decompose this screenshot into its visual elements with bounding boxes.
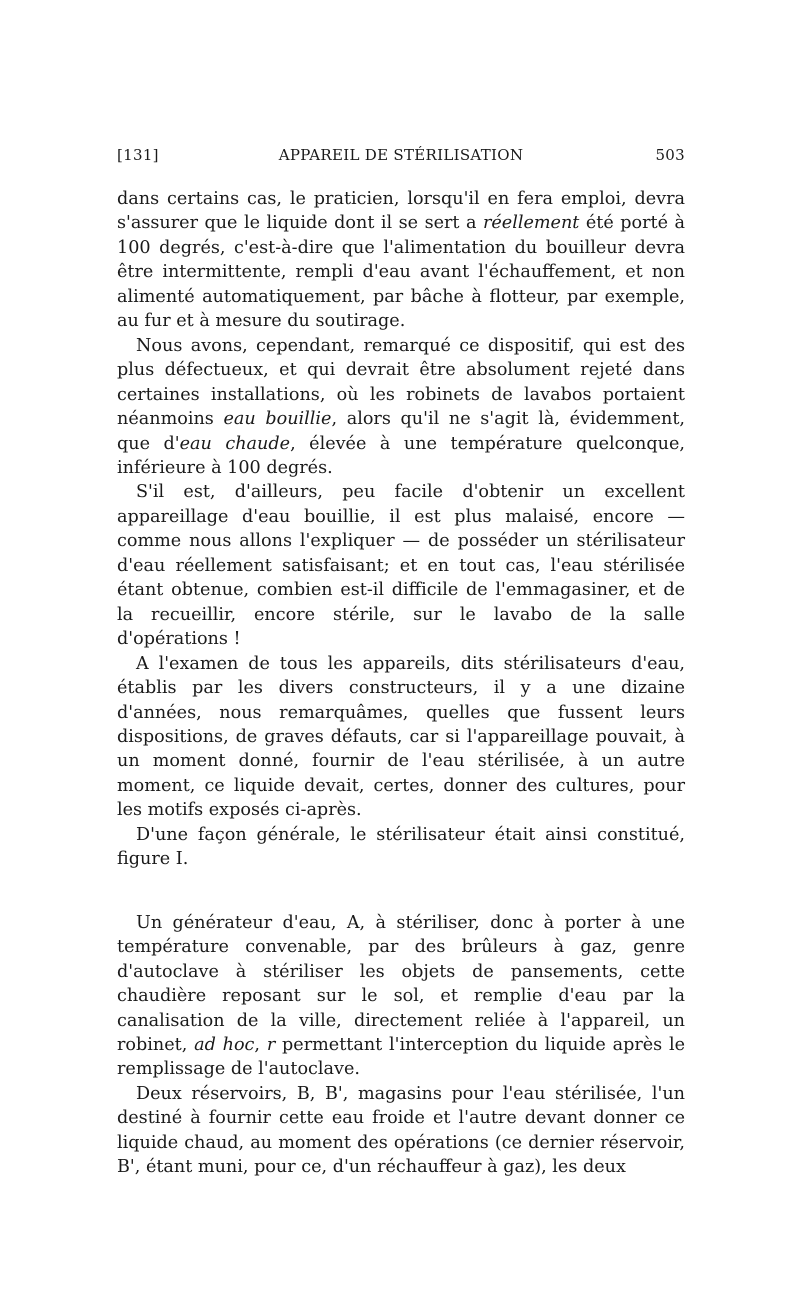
paragraph-1-text-a: dans certains cas, le praticien, lorsqu'il en fera emploi, devra s'assurer que le liquide dont il se sert a xyxy=(117,189,685,234)
body-text xyxy=(117,187,685,1180)
paragraph-2-text-c: , élevée à une température quelconque, inférieure à 100 degrés. xyxy=(117,433,685,478)
paragraph-3: S'il est, d'ailleurs, peu facile d'obtenir un excellent appareillage d'eau bouillie, il est plus malaisé, encore — comme nous allons l'expliquer — de posséder un stérilisateur d'eau réellement satisfaisant; et en tout cas, l'eau stérilisée étant obtenue, combien est-il difficile de l'emmagasiner, et de la recueillir, encore stérile, sur le lavabo de la salle d'opérations ! xyxy=(117,482,685,650)
paragraph-5: D'une façon générale, le stérilisateur était ainsi constitué, figure I. xyxy=(117,824,685,870)
page-number: 503 xyxy=(655,146,685,164)
paragraph-6-text-b: , xyxy=(254,1034,267,1055)
folio-bracket: [131] xyxy=(117,146,159,164)
paragraph-1-text-b: été porté à 100 degrés, c'est-à-dire que l'alimentation du bouilleur devra être intermittente, rempli d'eau avant l'échauffement, et non alimenté automatiquement, par bâche à flotteur, par exemple, au fur et à mesure du soutirage. xyxy=(117,213,685,332)
running-head xyxy=(117,146,685,170)
running-title: APPAREIL DE STÉRILISATION xyxy=(278,146,524,164)
paragraph-6-emphasis-1: ad hoc xyxy=(194,1034,255,1055)
paragraph-2-text-a: Nous avons, cependant, remarqué ce dispositif, qui est des plus défectueux, et qui devrait être absolument rejeté dans certaines installations, où les robinets de lavabos portaient néanmoins xyxy=(117,335,685,430)
paragraph-2-emphasis-2: eau chaude xyxy=(179,433,291,454)
paragraph-4: A l'examen de tous les appareils, dits stérilisateurs d'eau, établis par les divers constructeurs, il y a une dizaine d'années, nous remarquâmes, quelles que fussent leurs dispositions, de graves défauts, car si l'appareillage pouvait, à un moment donné, fournir de l'eau stérilisée, à un autre moment, ce liquide devait, certes, donner des cultures, pour les motifs exposés ci-après. xyxy=(117,653,685,821)
paragraph-2 xyxy=(117,334,685,481)
paragraph-2-emphasis-1: eau bouillie xyxy=(223,409,332,430)
paragraph-7: Deux réservoirs, B, B', magasins pour l'eau stérilisée, l'un destiné à fournir cette eau froide et l'autre devant donner ce liquide chaud, au moment des opérations (ce dernier réservoir, B', étant muni, pour ce, d'un réchauffeur à gaz), les deux xyxy=(117,1083,685,1178)
paragraph-2-text-b: , alors qu'il ne s'agit là, évidemment, que d' xyxy=(117,409,686,454)
paragraph-6 xyxy=(117,911,685,1082)
paragraph-6-emphasis-2: r xyxy=(266,1034,276,1055)
paragraph-6-text-a: Un générateur d'eau, A, à stériliser, donc à porter à une température convenable, par des brûleurs à gaz, genre d'autoclave à stériliser les objets de pansements, cette chaudière reposant sur le sol, et remplie d'eau par la canalisation de la ville, directement reliée à l'appareil, un robinet, xyxy=(117,912,685,1055)
paragraph-1 xyxy=(117,187,685,334)
paragraph-1-emphasis: réellement xyxy=(482,213,580,234)
book-page xyxy=(117,146,685,1180)
paragraph-6-text-c: permettant l'interception du liquide après le remplissage de l'autoclave. xyxy=(117,1034,686,1080)
